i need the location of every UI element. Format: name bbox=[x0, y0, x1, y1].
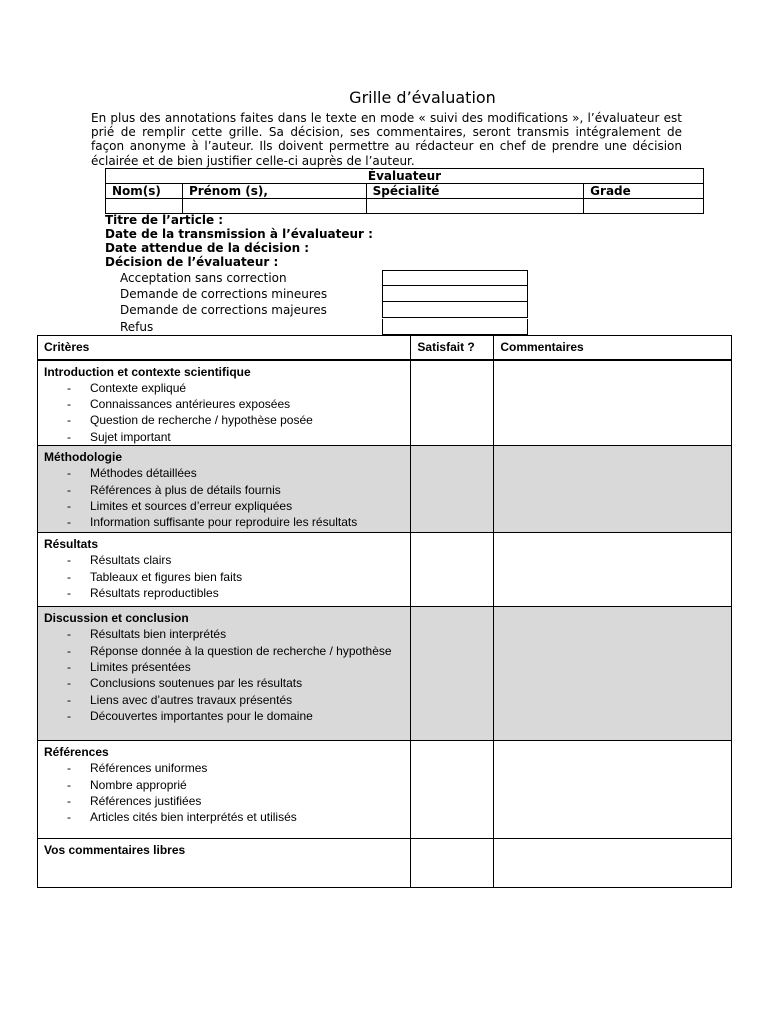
col-specialite: Spécialité bbox=[366, 184, 584, 199]
criteria-item-label: Contexte expliqué bbox=[90, 380, 187, 395]
criteria-item-label: Résultats clairs bbox=[90, 553, 172, 568]
criteria-item-label: Nombre approprié bbox=[90, 777, 187, 792]
decision-option bbox=[120, 302, 327, 318]
criteria-item bbox=[58, 809, 410, 825]
decision-option-label: Demande de corrections mineures bbox=[120, 287, 328, 302]
criteria-item-label: Méthodes détaillées bbox=[90, 466, 197, 481]
criteria-item-label: Information suffisante pour reproduire les résultats bbox=[90, 515, 358, 530]
decision-option-label: Demande de corrections majeures bbox=[120, 303, 327, 318]
criteria-item bbox=[58, 482, 410, 498]
list-dash: - bbox=[67, 777, 71, 792]
intro-paragraph: En plus des annotations faites dans le texte en mode « suivi des modifications », l’évaluateur est prié de remplir cette grille. Sa décision, ses commentaires, seront transmis intégralement de façon anonyme à l’auteur. Ils doivent permettre au rédacteur en chef de prendre une décision éclairée et de bien justifier celle-ci auprès de l’auteur. bbox=[91, 111, 682, 168]
prenom-field[interactable] bbox=[182, 199, 366, 214]
criteria-item-label: Références uniformes bbox=[90, 761, 208, 776]
criteria-item-label: Limites présentées bbox=[90, 659, 191, 674]
criteria-cell bbox=[38, 607, 411, 741]
section-title: Discussion et conclusion bbox=[44, 611, 189, 626]
list-dash: - bbox=[67, 413, 71, 428]
list-dash: - bbox=[67, 585, 71, 600]
comments-cell[interactable] bbox=[494, 533, 732, 607]
transmission-date-label: Date de la transmission à l’évaluateur : bbox=[105, 227, 373, 241]
criteria-cell bbox=[38, 741, 411, 839]
criteria-item-label: Réponse donnée à la question de recherche / hypothèse bbox=[90, 643, 392, 658]
list-dash: - bbox=[67, 692, 71, 707]
criteria-item-label: Limites et sources d’erreur expliquées bbox=[90, 498, 293, 513]
section-title: Introduction et contexte scientifique bbox=[44, 364, 251, 379]
satisfied-cell[interactable] bbox=[411, 360, 494, 446]
expected-date-label: Date attendue de la décision : bbox=[105, 241, 310, 255]
criteria-item-label: Conclusions soutenues par les résultats bbox=[90, 676, 303, 691]
list-dash: - bbox=[67, 482, 71, 497]
criteria-item bbox=[58, 793, 410, 809]
section-title: Résultats bbox=[44, 537, 99, 552]
criteria-item bbox=[58, 777, 410, 793]
criteria-table bbox=[37, 335, 732, 888]
satisfied-cell[interactable] bbox=[411, 839, 494, 888]
satisfied-cell[interactable] bbox=[411, 533, 494, 607]
decision-option bbox=[120, 319, 327, 335]
criteria-item-label: Références justifiées bbox=[90, 793, 202, 808]
col-grade: Grade bbox=[584, 184, 704, 199]
criteria-item bbox=[58, 760, 410, 776]
criteria-item-label: Tableaux et figures bien faits bbox=[90, 569, 243, 584]
criteria-list bbox=[38, 626, 410, 724]
grade-field[interactable] bbox=[584, 199, 704, 214]
decision-options bbox=[120, 270, 327, 335]
list-dash: - bbox=[67, 515, 71, 530]
evaluator-header: Évaluateur bbox=[106, 169, 704, 184]
section-title: Méthodologie bbox=[44, 450, 122, 465]
comments-cell[interactable] bbox=[494, 607, 732, 741]
specialite-field[interactable] bbox=[366, 199, 584, 214]
criteria-item bbox=[58, 514, 410, 530]
criteria-item bbox=[58, 626, 410, 642]
article-title-label: Titre de l’article : bbox=[105, 213, 224, 227]
criteria-item bbox=[58, 708, 410, 724]
comments-cell[interactable] bbox=[494, 360, 732, 446]
criteria-row bbox=[38, 360, 732, 446]
list-dash: - bbox=[67, 380, 71, 395]
criteria-item bbox=[58, 380, 410, 396]
decision-option bbox=[120, 270, 327, 286]
criteria-item bbox=[58, 465, 410, 481]
criteria-row bbox=[38, 741, 732, 839]
decision-checkbox[interactable] bbox=[382, 286, 528, 302]
criteria-cell bbox=[38, 360, 411, 446]
criteria-row bbox=[38, 607, 732, 741]
list-dash: - bbox=[67, 793, 71, 808]
criteria-item bbox=[58, 412, 410, 428]
criteria-item bbox=[58, 675, 410, 691]
criteria-item-label: Question de recherche / hypothèse posée bbox=[90, 413, 313, 428]
satisfied-header: Satisfait ? bbox=[411, 336, 494, 360]
criteria-item-label: Références à plus de détails fournis bbox=[90, 482, 281, 497]
list-dash: - bbox=[67, 810, 71, 825]
criteria-item-label: Résultats bien interprétés bbox=[90, 627, 227, 642]
nom-field[interactable] bbox=[106, 199, 183, 214]
section-title: Références bbox=[44, 745, 109, 760]
criteria-row bbox=[38, 446, 732, 533]
list-dash: - bbox=[67, 498, 71, 513]
list-dash: - bbox=[67, 569, 71, 584]
section-title: Vos commentaires libres bbox=[44, 843, 186, 858]
list-dash: - bbox=[67, 627, 71, 642]
criteria-header: Critères bbox=[38, 336, 411, 360]
satisfied-cell[interactable] bbox=[411, 741, 494, 839]
criteria-item bbox=[58, 498, 410, 514]
decision-option-label: Acceptation sans correction bbox=[120, 271, 287, 285]
col-nom: Nom(s) bbox=[106, 184, 183, 199]
criteria-item-label: Résultats reproductibles bbox=[90, 585, 219, 600]
criteria-cell bbox=[38, 446, 411, 533]
decision-checkbox[interactable] bbox=[382, 319, 528, 335]
criteria-row bbox=[38, 839, 732, 888]
satisfied-cell[interactable] bbox=[411, 607, 494, 741]
criteria-list bbox=[38, 465, 410, 531]
list-dash: - bbox=[67, 396, 71, 411]
list-dash: - bbox=[67, 709, 71, 724]
list-dash: - bbox=[67, 466, 71, 481]
criteria-item-label: Connaissances antérieures exposées bbox=[90, 396, 291, 411]
criteria-item bbox=[58, 659, 410, 675]
criteria-item-label: Sujet important bbox=[90, 429, 171, 444]
list-dash: - bbox=[67, 761, 71, 776]
col-prenom: Prénom (s), bbox=[182, 184, 366, 199]
criteria-item-label: Liens avec d’autres travaux présentés bbox=[90, 692, 293, 707]
criteria-item bbox=[58, 552, 410, 568]
list-dash: - bbox=[67, 643, 71, 658]
list-dash: - bbox=[67, 676, 71, 691]
decision-checkbox[interactable] bbox=[382, 270, 528, 286]
comments-cell[interactable] bbox=[494, 446, 732, 533]
criteria-list bbox=[38, 380, 410, 446]
criteria-item bbox=[58, 585, 410, 601]
criteria-cell bbox=[38, 839, 411, 888]
article-meta bbox=[105, 213, 373, 269]
decision-option-label: Refus bbox=[120, 319, 154, 334]
decision-checkbox[interactable] bbox=[382, 302, 528, 318]
list-dash: - bbox=[67, 429, 71, 444]
criteria-item-label: Articles cités bien interprétés et utilisés bbox=[90, 810, 297, 825]
list-dash: - bbox=[67, 553, 71, 568]
satisfied-cell[interactable] bbox=[411, 446, 494, 533]
criteria-item bbox=[58, 569, 410, 585]
comments-header: Commentaires bbox=[494, 336, 732, 360]
criteria-item bbox=[58, 429, 410, 445]
criteria-item bbox=[58, 643, 410, 659]
list-dash: - bbox=[67, 659, 71, 674]
decision-option bbox=[120, 286, 327, 302]
decision-label: Décision de l’évaluateur : bbox=[105, 255, 279, 269]
criteria-item bbox=[58, 692, 410, 708]
criteria-item-label: Découvertes importantes pour le domaine bbox=[90, 709, 313, 724]
comments-cell[interactable] bbox=[494, 741, 732, 839]
criteria-cell bbox=[38, 533, 411, 607]
criteria-list bbox=[38, 552, 410, 601]
evaluator-table bbox=[105, 168, 704, 214]
criteria-list bbox=[38, 760, 410, 826]
comments-cell[interactable] bbox=[494, 839, 732, 888]
criteria-row bbox=[38, 533, 732, 607]
criteria-item bbox=[58, 396, 410, 412]
page-title: Grille d’évaluation bbox=[349, 88, 496, 107]
